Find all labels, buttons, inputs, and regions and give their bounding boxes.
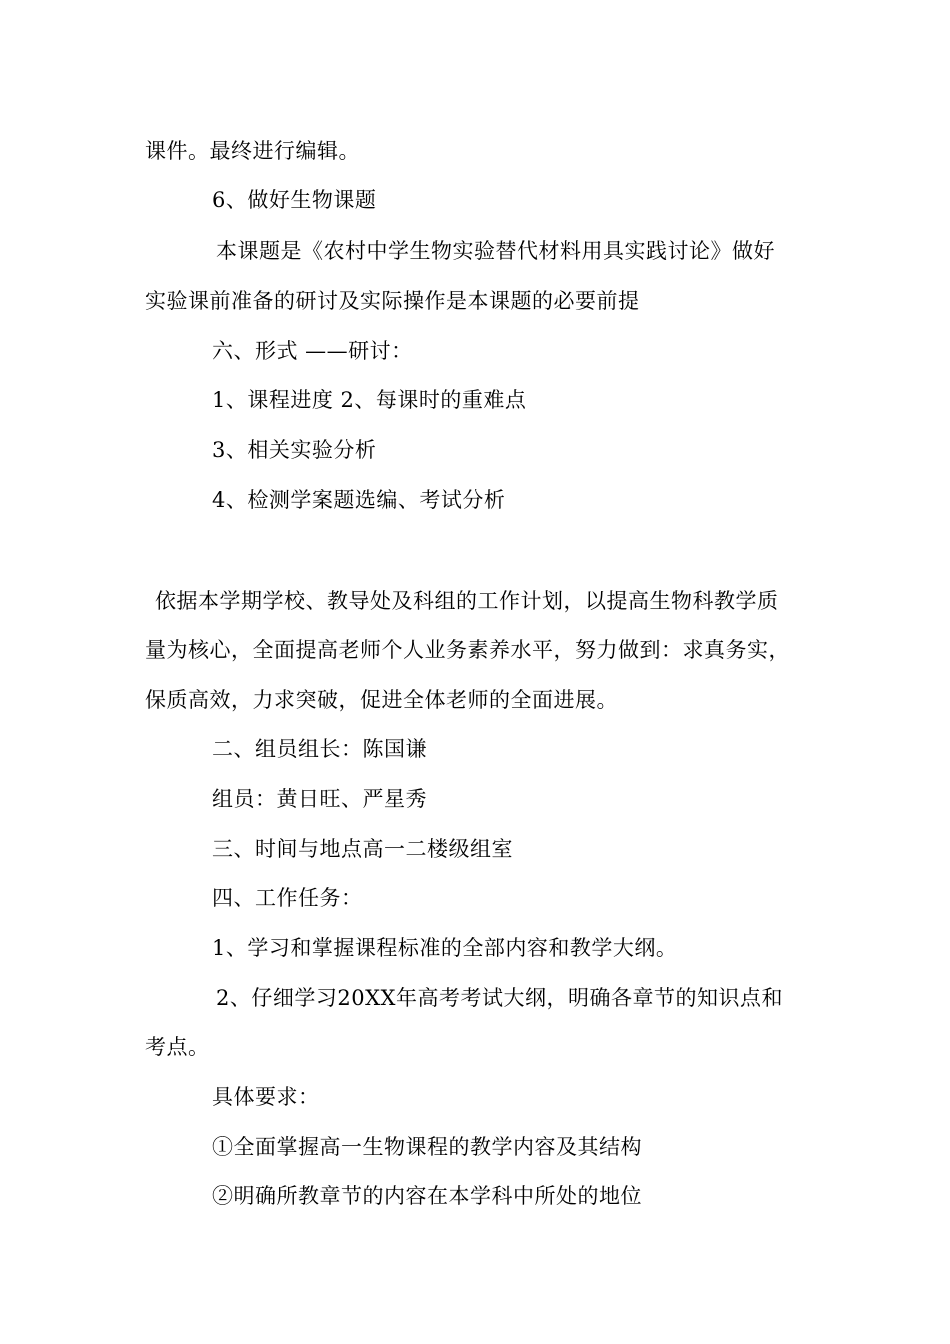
text-line: 3、相关实验分析	[212, 438, 377, 462]
text-line: 组员：黄日旺、严星秀	[212, 787, 427, 811]
section-heading: 四、工作任务：	[212, 886, 363, 910]
text-line: 课件。最终进行编辑。	[145, 139, 360, 163]
section-heading: 六、形式 ——研讨：	[212, 339, 413, 363]
text-line: 具体要求：	[212, 1085, 320, 1109]
text-line: 1、学习和掌握课程标准的全部内容和教学大纲。	[212, 936, 678, 960]
text-line: 4、检测学案题选编、考试分析	[212, 488, 506, 512]
list-item: ②明确所教章节的内容在本学科中所处的地位	[212, 1184, 642, 1208]
text-line: 6、做好生物课题	[212, 188, 377, 212]
text-line: 量为核心，全面提高老师个人业务素养水平，努力做到：求真务实，	[145, 638, 790, 662]
section-heading: 三、时间与地点高一二楼级组室	[212, 837, 513, 861]
section-heading: 二、组员组长：陈国谦	[212, 737, 427, 761]
text-line: 2、仔细学习20XX年高考考试大纲，明确各章节的知识点和	[216, 986, 783, 1010]
text-line: 保质高效，力求突破，促进全体老师的全面进展。	[145, 688, 618, 712]
list-item: ①全面掌握高一生物课程的教学内容及其结构	[212, 1135, 642, 1159]
text-line: 依据本学期学校、教导处及科组的工作计划，以提高生物科教学质	[155, 589, 779, 613]
text-line: 考点。	[145, 1035, 210, 1059]
text-line: 实验课前准备的研讨及实际操作是本课题的必要前提	[145, 289, 640, 313]
text-line: 1、课程进度 2、每课时的重难点	[212, 388, 527, 412]
text-line: 本课题是《农村中学生物实验替代材料用具实践讨论》做好	[216, 239, 775, 263]
